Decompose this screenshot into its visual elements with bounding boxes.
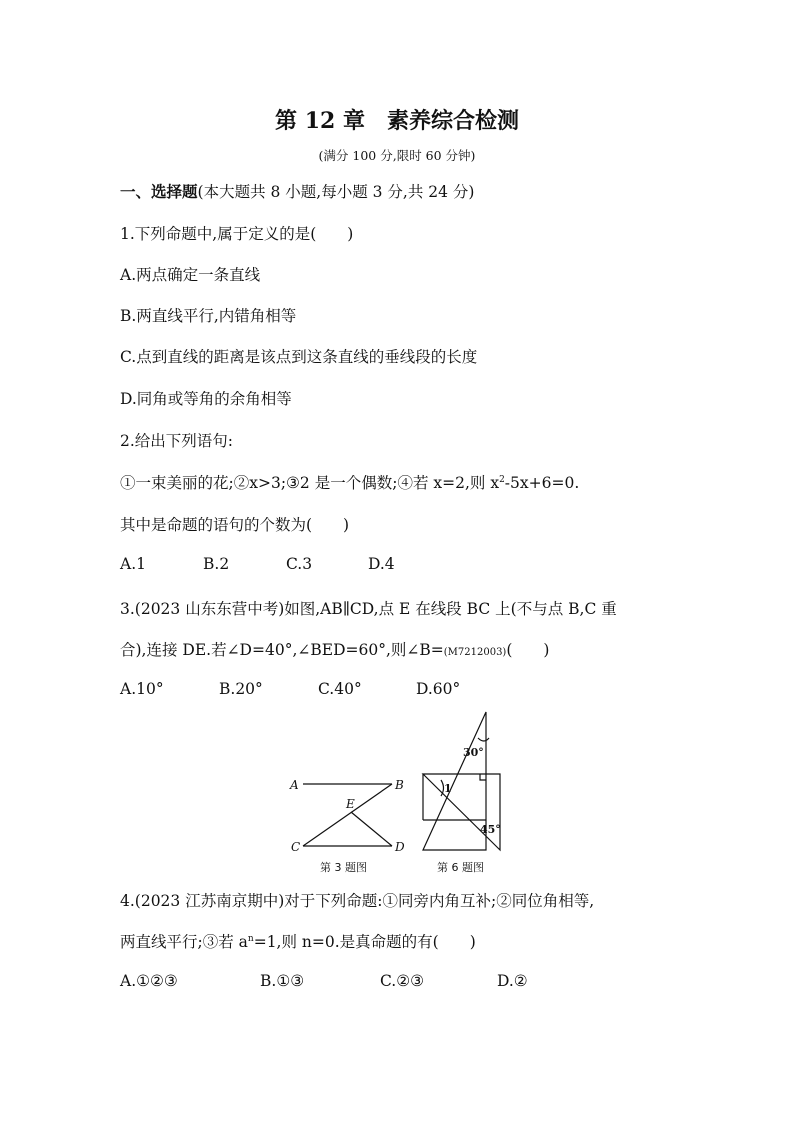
q2-stem: 2.给出下列语句: bbox=[120, 432, 234, 450]
fig6-label-1: 1 bbox=[444, 782, 452, 795]
right-angle-mark bbox=[480, 774, 486, 780]
fig3-label-c: C bbox=[291, 840, 301, 854]
set-square-30 bbox=[423, 712, 486, 850]
q2-items-pre: ①一束美丽的花;②x>3;③2 是一个偶数;④若 x=2,则 x bbox=[120, 474, 500, 492]
fig3-label-a: A bbox=[290, 778, 299, 792]
q4-option: A.①②③ bbox=[120, 972, 178, 990]
angle-30-arc bbox=[478, 738, 489, 741]
q2-items-post: -5x+6=0. bbox=[504, 474, 580, 492]
fig6-label-45: 45° bbox=[480, 823, 501, 836]
q2-option: C.3 bbox=[286, 555, 313, 573]
q4-line1: 4.(2023 江苏南京期中)对于下列命题:①同旁内角互补;②同位角相等, bbox=[120, 892, 595, 910]
q2-ask: 其中是命题的语句的个数为( ) bbox=[120, 516, 350, 534]
fig3-caption: 第 3 题图 bbox=[320, 861, 367, 874]
q4-options bbox=[120, 972, 528, 990]
page-subtitle: (满分 100 分,限时 60 分钟) bbox=[318, 148, 476, 163]
q2-items-sup: 2 bbox=[499, 474, 505, 485]
q2-option: D.4 bbox=[368, 555, 395, 573]
q3-line2-text: 合),连接 DE.若∠D=40°,∠BED=60°,则∠B= bbox=[120, 641, 444, 659]
q3-line2-end: ( ) bbox=[506, 641, 550, 659]
q4-option: D.② bbox=[497, 972, 528, 990]
q3-option: D.60° bbox=[416, 680, 461, 698]
q3-option: C.40° bbox=[318, 680, 362, 698]
q4-line2 bbox=[120, 930, 476, 952]
q4-option: B.①③ bbox=[260, 972, 305, 990]
page-title: 第 12 章 素养综合检测 bbox=[275, 108, 519, 134]
q1-stem: 1.下列命题中,属于定义的是( ) bbox=[120, 225, 354, 243]
q4-option: C.②③ bbox=[380, 972, 425, 990]
q1-option-a: A.两点确定一条直线 bbox=[120, 266, 261, 284]
q1-option-d: D.同角或等角的余角相等 bbox=[120, 390, 292, 408]
q1-option-c: C.点到直线的距离是该点到这条直线的垂线段的长度 bbox=[120, 348, 478, 366]
fig3-label-d: D bbox=[395, 840, 405, 854]
q2-option: B.2 bbox=[203, 555, 230, 573]
fig6-label-30: 30° bbox=[463, 746, 484, 759]
q1-option-b: B.两直线平行,内错角相等 bbox=[120, 307, 297, 325]
segment-bc bbox=[303, 784, 392, 846]
q4-line2-pre: 两直线平行;③若 a bbox=[120, 933, 248, 951]
section-heading-label: 一、选择题 bbox=[120, 182, 198, 201]
q3-line1: 3.(2023 山东东营中考)如图,AB∥CD,点 E 在线段 BC 上(不与点 B,C 重 bbox=[120, 600, 617, 618]
q4-line2-sup: n bbox=[247, 933, 254, 944]
figure-3 bbox=[303, 784, 392, 846]
q4-line2-post: =1,则 n=0.是真命题的有( ) bbox=[253, 933, 476, 951]
fig3-label-b: B bbox=[395, 778, 404, 792]
q2-option: A.1 bbox=[120, 555, 146, 573]
set-square-45 bbox=[423, 774, 500, 850]
segment-de bbox=[351, 812, 392, 846]
fig6-caption: 第 6 题图 bbox=[437, 861, 484, 874]
section-heading-desc: (本大题共 8 小题,每小题 3 分,共 24 分) bbox=[197, 183, 475, 201]
fig3-label-e: E bbox=[346, 797, 355, 811]
q3-code: (M7212003) bbox=[443, 647, 507, 658]
q3-option: B.20° bbox=[219, 680, 263, 698]
q3-option: A.10° bbox=[120, 680, 164, 698]
